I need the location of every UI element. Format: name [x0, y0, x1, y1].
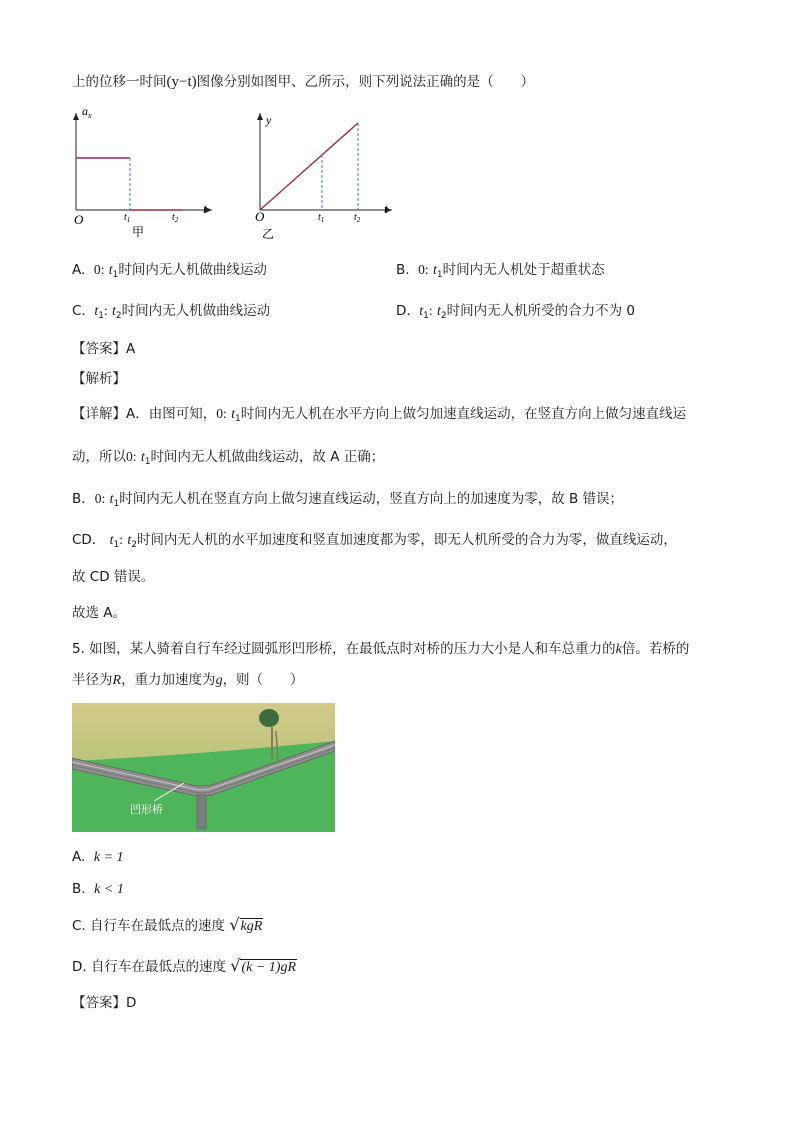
q5-option-a[interactable] — [72, 848, 124, 867]
answer-value: A — [126, 341, 136, 357]
detail-sub: 1 — [144, 457, 151, 467]
sqrt-icon: √ — [230, 956, 241, 975]
option-var: t — [108, 263, 113, 278]
detail-math: 0 — [126, 449, 133, 464]
q5-var-g: g — [215, 673, 223, 688]
graph-yi-caption: 乙 — [262, 227, 275, 241]
q5-var-k: k — [615, 642, 622, 657]
q4-analysis-label: 【解析】 — [72, 371, 126, 387]
option-prefix: B. — [72, 881, 86, 897]
q4-option-c[interactable] — [72, 302, 270, 325]
answer-label: 【答案】 — [72, 995, 126, 1011]
detail-math: 0 — [216, 406, 223, 421]
graph-yi — [250, 108, 400, 243]
graph-jia-t2-label: $t_2$ — [172, 212, 179, 224]
graph-jia — [62, 100, 222, 245]
detail-label: 【详解】 — [72, 406, 126, 422]
option-sub: 1 — [423, 311, 429, 321]
option-colon: : — [100, 262, 105, 277]
q4-detail-b — [72, 490, 623, 513]
q4-stem-text-2: 图像分别如图甲、乙所示，则下列说法正确的是（ ） — [196, 74, 535, 90]
answer-label: 【答案】 — [72, 341, 126, 357]
detail-text: 时间内无人机的水平加速度和竖直加速度都为零，即无人机所受的合力为零，做直线运动， — [136, 532, 677, 548]
graph-yi-line — [260, 123, 358, 210]
detail-text: 时间内无人机在竖直方向上做匀速直线运动，竖直方向上的加速度为零，故 B 错误； — [119, 491, 624, 507]
detail-sub: 1 — [234, 414, 241, 424]
option-var: t — [436, 304, 441, 319]
option-text: 时间内无人机做曲线运动 — [118, 262, 267, 278]
option-prefix: A. — [72, 262, 86, 278]
option-sub: 2 — [115, 311, 122, 321]
detail-var: t — [127, 533, 132, 548]
detail-text: 时间内无人机做曲线运动，故 A 正确； — [150, 449, 385, 465]
q5-stem-text: 5. 如图，某人骑着自行车经过圆弧形凹形桥，在最低点时对桥的压力大小是人和车总重力的 — [72, 641, 616, 657]
graph-yi-y-label: y — [266, 113, 272, 127]
option-math: k < 1 — [94, 882, 124, 897]
q5-answer — [72, 994, 136, 1012]
q5-stem-line2 — [72, 671, 304, 690]
q4-detail-a-line1 — [72, 405, 686, 428]
graph-yi-t2-label: $t_2$ — [354, 212, 361, 224]
option-math: (k − 1)gR — [241, 960, 297, 975]
bridge-figure — [72, 703, 335, 832]
option-prefix: B. — [396, 262, 410, 278]
detail-math: 0 — [94, 491, 102, 506]
option-text: 时间内无人机所受的合力不为 0 — [446, 303, 635, 319]
option-prefix: D. 自行车在最低点的速度 — [72, 959, 226, 975]
graph-yi-t1-label: $t_1$ — [318, 212, 325, 224]
q5-stem-text: ，则（ ） — [222, 672, 304, 688]
option-text: 时间内无人机处于超重状态 — [442, 262, 605, 278]
option-colon: : — [424, 262, 429, 277]
q5-stem-text: 倍。若桥的 — [621, 641, 690, 657]
option-var: t — [94, 304, 99, 319]
q5-stem-text: 半径为 — [72, 672, 113, 688]
q5-stem-line1 — [72, 640, 689, 659]
tree-canopy — [259, 709, 279, 727]
detail-var: t — [140, 450, 145, 465]
option-colon: : — [428, 303, 433, 318]
graph-jia-t1-label: $t_1$ — [124, 212, 131, 224]
detail-sub: 1 — [113, 540, 120, 550]
detail-text: 动，所以 — [72, 449, 126, 465]
detail-text: A．由图可知， — [126, 406, 217, 422]
graph-yi-y-arrow — [257, 113, 263, 120]
detail-sub: 2 — [131, 540, 137, 550]
detail-text: CD． — [72, 532, 106, 548]
q4-stem-text: 上的位移一时间 — [72, 74, 167, 90]
q5-stem-text: ，重力加速度为 — [121, 672, 216, 688]
q5-option-d[interactable] — [72, 957, 297, 977]
detail-colon: : — [101, 491, 106, 506]
detail-colon: : — [132, 449, 137, 464]
option-sub: 2 — [440, 311, 447, 321]
detail-text: B． — [72, 491, 95, 507]
detail-var: t — [109, 533, 114, 548]
detail-colon: : — [223, 406, 227, 421]
option-prefix: C. 自行车在最低点的速度 — [72, 918, 226, 934]
q5-option-c[interactable] — [72, 916, 263, 936]
detail-sub: 1 — [113, 499, 120, 509]
detail-colon: : — [119, 532, 124, 547]
q4-stem-math: (y−t) — [166, 74, 197, 90]
graph-jia-y-label: $a_x$ — [82, 104, 92, 120]
option-sub: 1 — [112, 270, 119, 280]
graph-yi-origin: O — [255, 209, 265, 224]
q5-var-r: R — [112, 673, 122, 688]
graph-jia-y-arrow — [73, 113, 79, 120]
option-math: 0 — [93, 262, 101, 277]
option-sub: 1 — [436, 270, 443, 280]
bridge-pier — [197, 795, 206, 829]
q4-detail-cd-line2: 故 CD 错误。 — [72, 569, 155, 585]
option-colon: : — [103, 303, 108, 318]
bridge-label: 凹形桥 — [130, 804, 163, 816]
q4-option-a[interactable] — [72, 261, 267, 284]
option-prefix: C. — [72, 303, 86, 319]
option-prefix: A. — [72, 849, 86, 865]
option-var: t — [112, 304, 116, 319]
answer-value: D — [126, 995, 137, 1011]
q4-conclusion: 故选 A。 — [72, 605, 127, 621]
detail-var: t — [109, 492, 114, 507]
graph-jia-x-label: t — [203, 201, 207, 216]
graph-jia-origin: O — [74, 212, 84, 227]
q4-stem — [72, 73, 534, 91]
option-sub: 1 — [98, 311, 104, 321]
q4-detail-cd-line1 — [72, 531, 677, 554]
graph-yi-x-label: t — [384, 201, 388, 216]
option-var: t — [432, 263, 437, 278]
graph-jia-caption: 甲 — [132, 225, 145, 239]
option-math: k = 1 — [93, 850, 124, 865]
q4-detail-a-line2 — [72, 448, 384, 471]
option-text: 时间内无人机做曲线运动 — [121, 303, 271, 319]
q4-option-d[interactable] — [396, 302, 635, 325]
q4-option-b[interactable] — [396, 261, 605, 284]
option-math: 0 — [418, 262, 425, 277]
q5-option-b[interactable] — [72, 880, 124, 899]
detail-text: 时间内无人机在水平方向上做匀加速直线运动，在竖直方向上做匀速直线运 — [240, 406, 687, 422]
q4-answer — [72, 340, 135, 358]
detail-var: t — [231, 407, 235, 422]
option-var: t — [419, 304, 424, 319]
option-math: kgR — [240, 919, 263, 934]
sqrt-icon: √ — [229, 915, 240, 934]
option-prefix: D. — [396, 303, 411, 319]
